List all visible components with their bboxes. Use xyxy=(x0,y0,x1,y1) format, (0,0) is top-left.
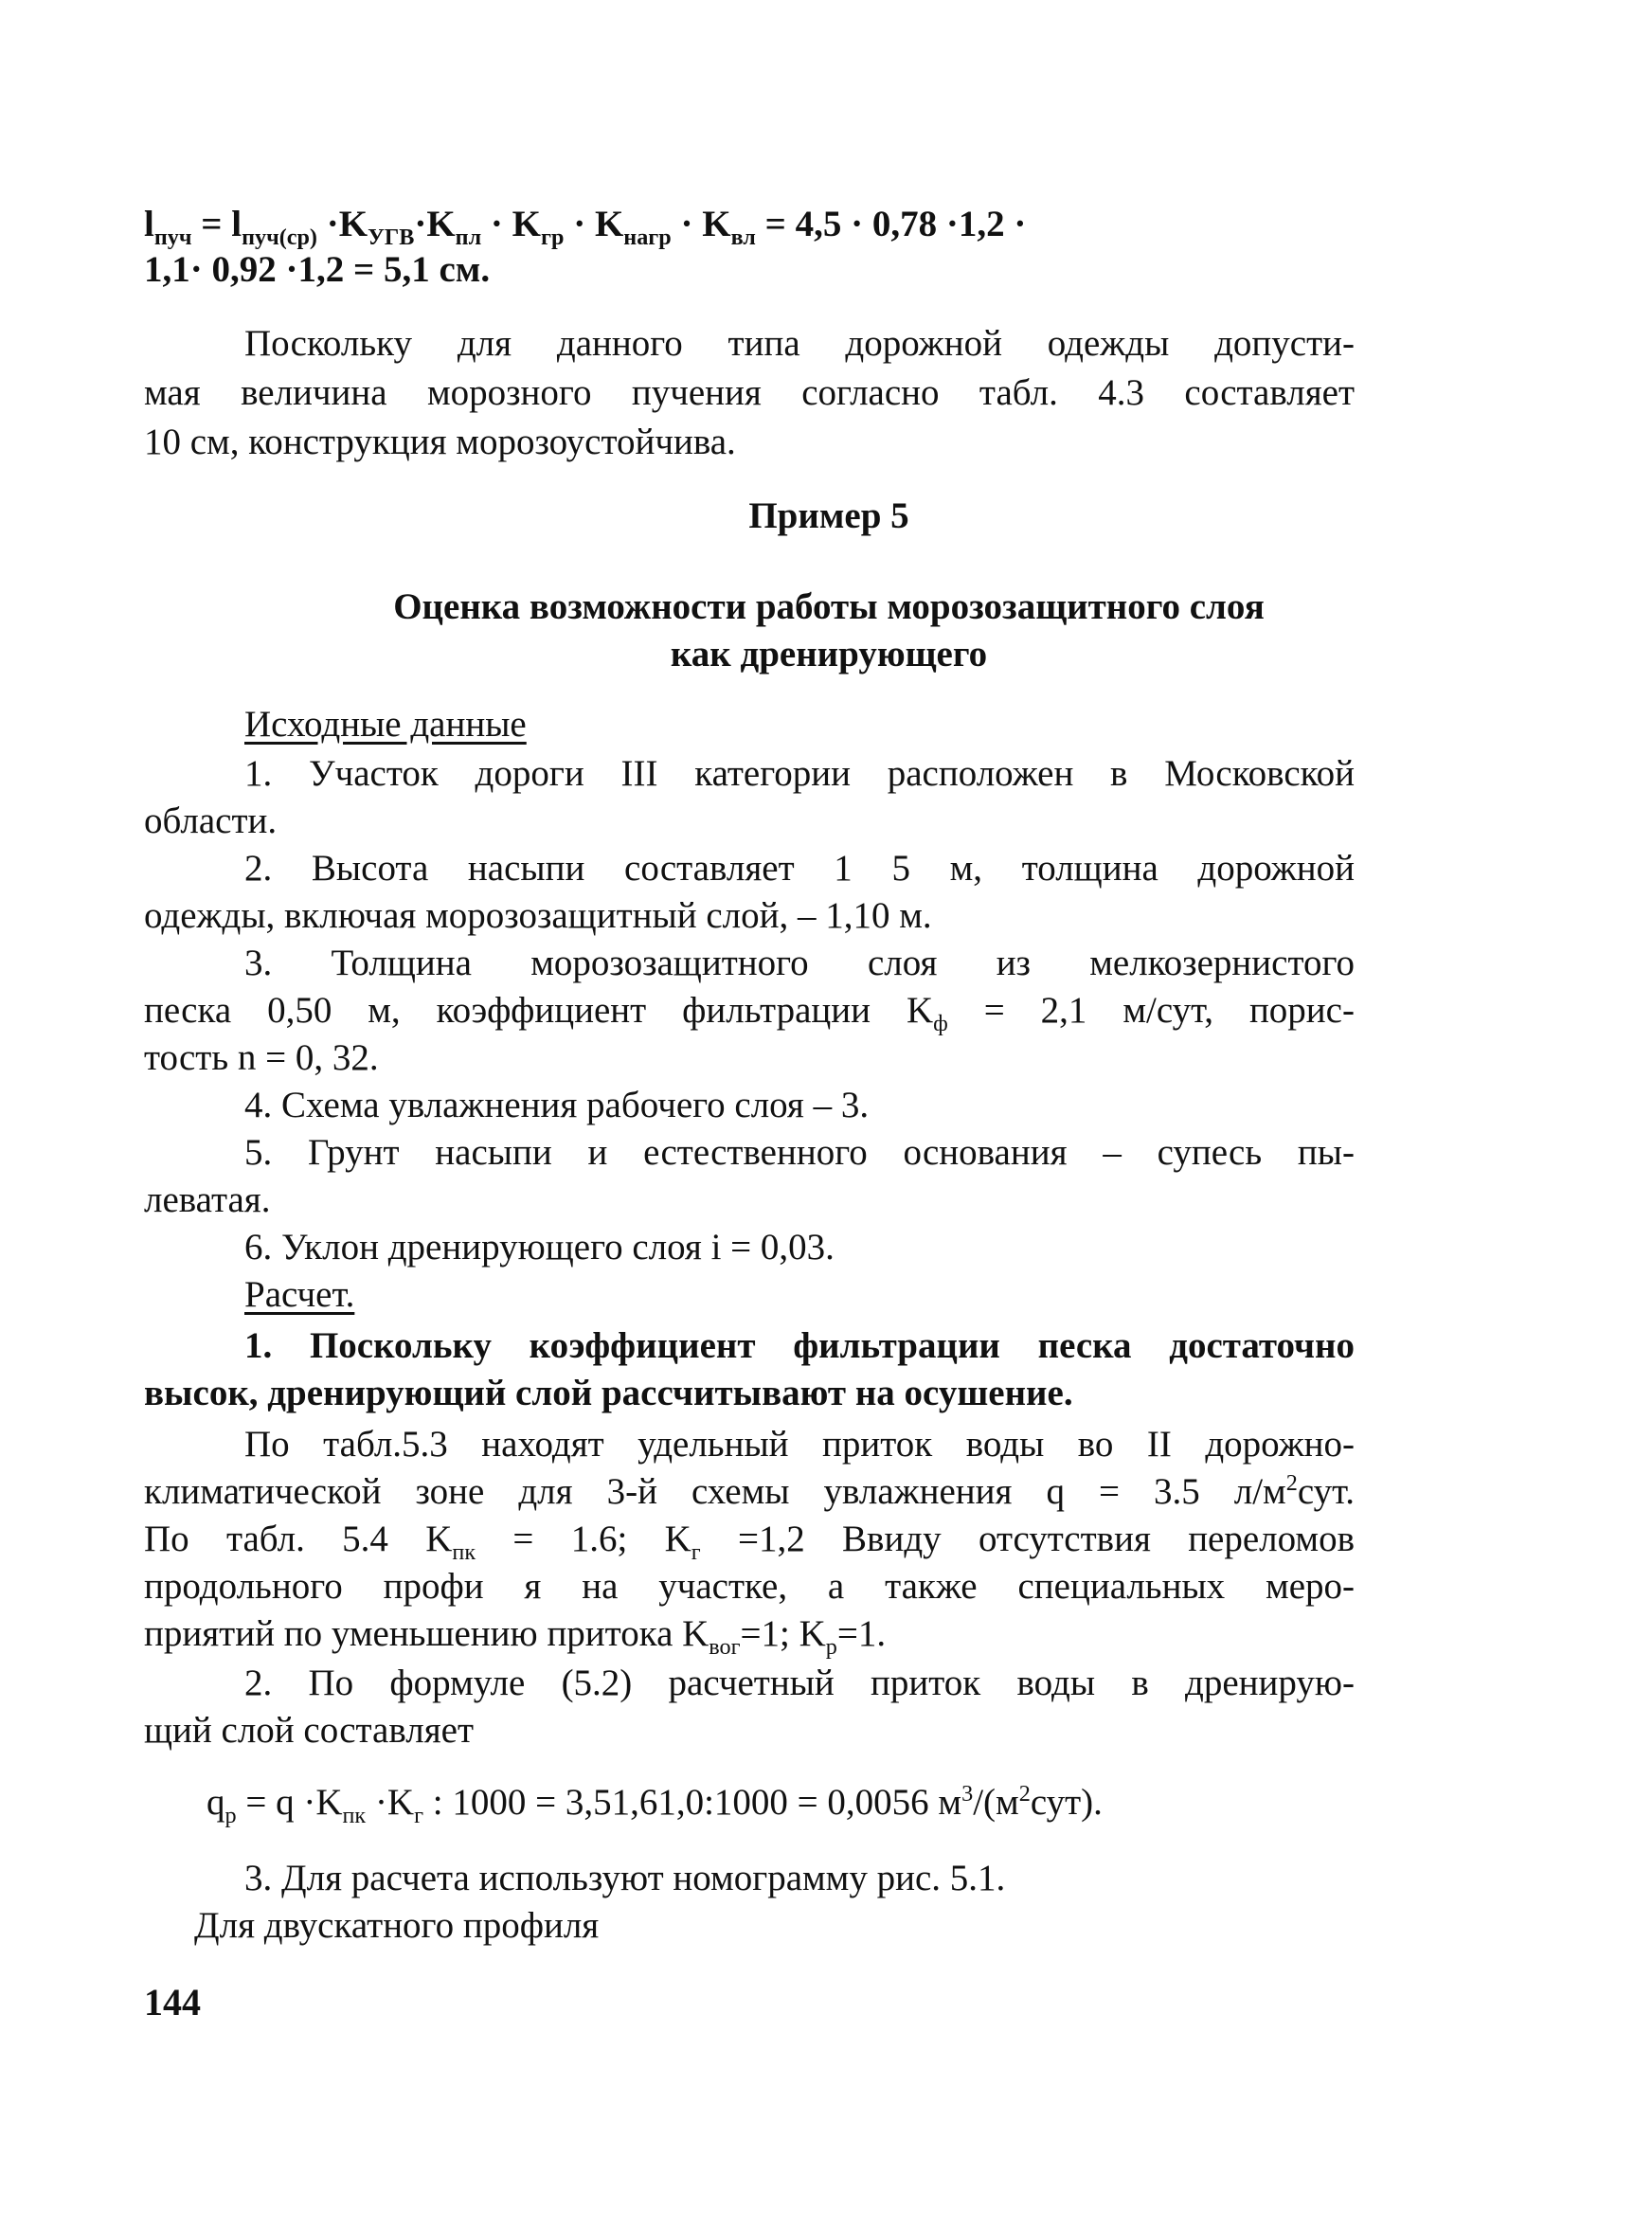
calc-step-line: 3. Для расчета используют номограмму рис. 5.1. xyxy=(244,1858,1006,1898)
text-run: = 2,1 м/сут, порис- xyxy=(947,990,1355,1031)
list-item-line: леватая. xyxy=(144,1179,271,1220)
calc-paragraph-line xyxy=(144,1470,1355,1514)
list-item-line xyxy=(144,989,1355,1036)
calc-step-line: 1. Поскольку коэффициент фильтрации песка достаточно xyxy=(244,1325,1355,1366)
formula-superscript: 2 xyxy=(1018,1781,1031,1807)
calc-step-line: щий слой составляет xyxy=(144,1710,474,1751)
calc-paragraph-line xyxy=(144,1518,1355,1565)
paragraph-line: Поскольку для данного типа дорожной одежды допусти- xyxy=(244,323,1355,364)
section-title-line1: Оценка возможности работы морозозащитного слоя xyxy=(393,586,1265,627)
page-number: 144 xyxy=(144,1981,201,2023)
formula-text: ·K xyxy=(414,204,456,244)
text-run: песка 0,50 м, коэффициент фильтрации K xyxy=(144,990,934,1031)
formula-subscript: р xyxy=(825,1633,837,1660)
formula-subscript: пк xyxy=(452,1538,476,1565)
list-item-line: 1. Участок дороги III категории расположен в Московской xyxy=(244,753,1355,794)
list-item-line: области. xyxy=(144,800,278,841)
text-run: =1. xyxy=(836,1613,887,1654)
formula-subscript: пк xyxy=(342,1802,367,1828)
calc-step-line: Для двускатного профиля xyxy=(194,1905,600,1946)
formula-text: ·K xyxy=(366,1782,415,1823)
formula-superscript: 2 xyxy=(1285,1470,1298,1496)
formula-subscript: р xyxy=(224,1802,237,1828)
formula-subscript: вл xyxy=(730,224,756,250)
calc-paragraph-line: продольного профи я на участке, а также специальных меро- xyxy=(144,1566,1355,1607)
initial-data-heading: Исходные данные xyxy=(244,704,527,745)
paragraph-line: мая величина морозного пучения согласно табл. 4.3 составляет xyxy=(144,372,1355,413)
text-run: климатической зоне для 3-й схемы увлажнения q = 3.5 л/м xyxy=(144,1471,1286,1512)
formula-text: q xyxy=(206,1782,225,1823)
formula-subscript: гр xyxy=(541,224,565,250)
calc-heading: Расчет. xyxy=(244,1274,355,1315)
formula-subscript: пуч xyxy=(153,224,192,250)
formula-subscript: нагр xyxy=(623,224,672,250)
text-run: сут. xyxy=(1297,1471,1355,1512)
formula-heave-line2: 1,1· 0,92 ·1,2 = 5,1 см. xyxy=(144,249,491,290)
text-run: =1,2 Ввиду отсутствия переломов xyxy=(700,1519,1355,1559)
formula-subscript: г xyxy=(414,1802,424,1828)
formula-superscript: 3 xyxy=(961,1781,974,1807)
formula-text: /(м xyxy=(973,1782,1019,1823)
formula-text: = q ·K xyxy=(236,1782,343,1823)
formula-subscript: УГВ xyxy=(368,224,415,250)
formula-qp xyxy=(206,1781,1103,1828)
paragraph-line: 10 см, конструкция морозоустойчива. xyxy=(144,422,736,462)
formula-text: = l xyxy=(191,204,242,244)
example-title: Пример 5 xyxy=(748,495,909,536)
formula-subscript: пуч(ср) xyxy=(242,224,317,250)
formula-subscript: ф xyxy=(933,1010,948,1036)
list-item-line: 6. Уклон дренирующего слоя i = 0,03. xyxy=(244,1227,835,1268)
formula-text: : 1000 = 3,51,61,0:1000 = 0,0056 м xyxy=(423,1782,962,1823)
list-item-line: тость n = 0, 32. xyxy=(144,1037,379,1078)
list-item-line: 2. Высота насыпи составляет 1 5 м, толщина дорожной xyxy=(244,848,1355,889)
list-item-line: одежды, включая морозозащитный слой, – 1,10 м. xyxy=(144,895,932,936)
formula-text: = 4,5 · 0,78 ·1,2 · xyxy=(755,204,1027,244)
text-run: =1; K xyxy=(740,1613,826,1654)
formula-subscript: вог xyxy=(709,1633,741,1660)
list-item-line: 5. Грунт насыпи и естественного основания – супесь пы- xyxy=(244,1132,1355,1173)
calc-step-line: высок, дренирующий слой рассчитывают на осушение. xyxy=(144,1373,1073,1413)
list-item-line: 3. Толщина морозозащитного слоя из мелкозернистого xyxy=(244,943,1355,983)
text-run: По табл. 5.4 K xyxy=(144,1519,453,1559)
formula-symbol: l xyxy=(144,204,154,244)
list-item-line: 4. Схема увлажнения рабочего слоя – 3. xyxy=(244,1085,870,1125)
formula-subscript: пл xyxy=(455,224,482,250)
calc-paragraph-line xyxy=(144,1612,887,1660)
formula-text: · K xyxy=(671,204,731,244)
text-run: = 1.6; K xyxy=(476,1519,691,1559)
formula-subscript: г xyxy=(691,1538,701,1565)
calc-paragraph-line: По табл.5.3 находят удельный приток воды во II дорожно- xyxy=(244,1424,1355,1465)
formula-heave-line1 xyxy=(144,203,1027,250)
formula-text: · K xyxy=(564,204,624,244)
formula-text: · K xyxy=(481,204,542,244)
calc-step-line: 2. По формуле (5.2) расчетный приток воды в дренирую- xyxy=(244,1663,1355,1703)
formula-text: ·K xyxy=(316,204,368,244)
formula-text: сут). xyxy=(1030,1782,1103,1823)
section-title-line2: как дренирующего xyxy=(670,634,988,674)
text-run: приятий по уменьшению притока K xyxy=(144,1613,709,1654)
